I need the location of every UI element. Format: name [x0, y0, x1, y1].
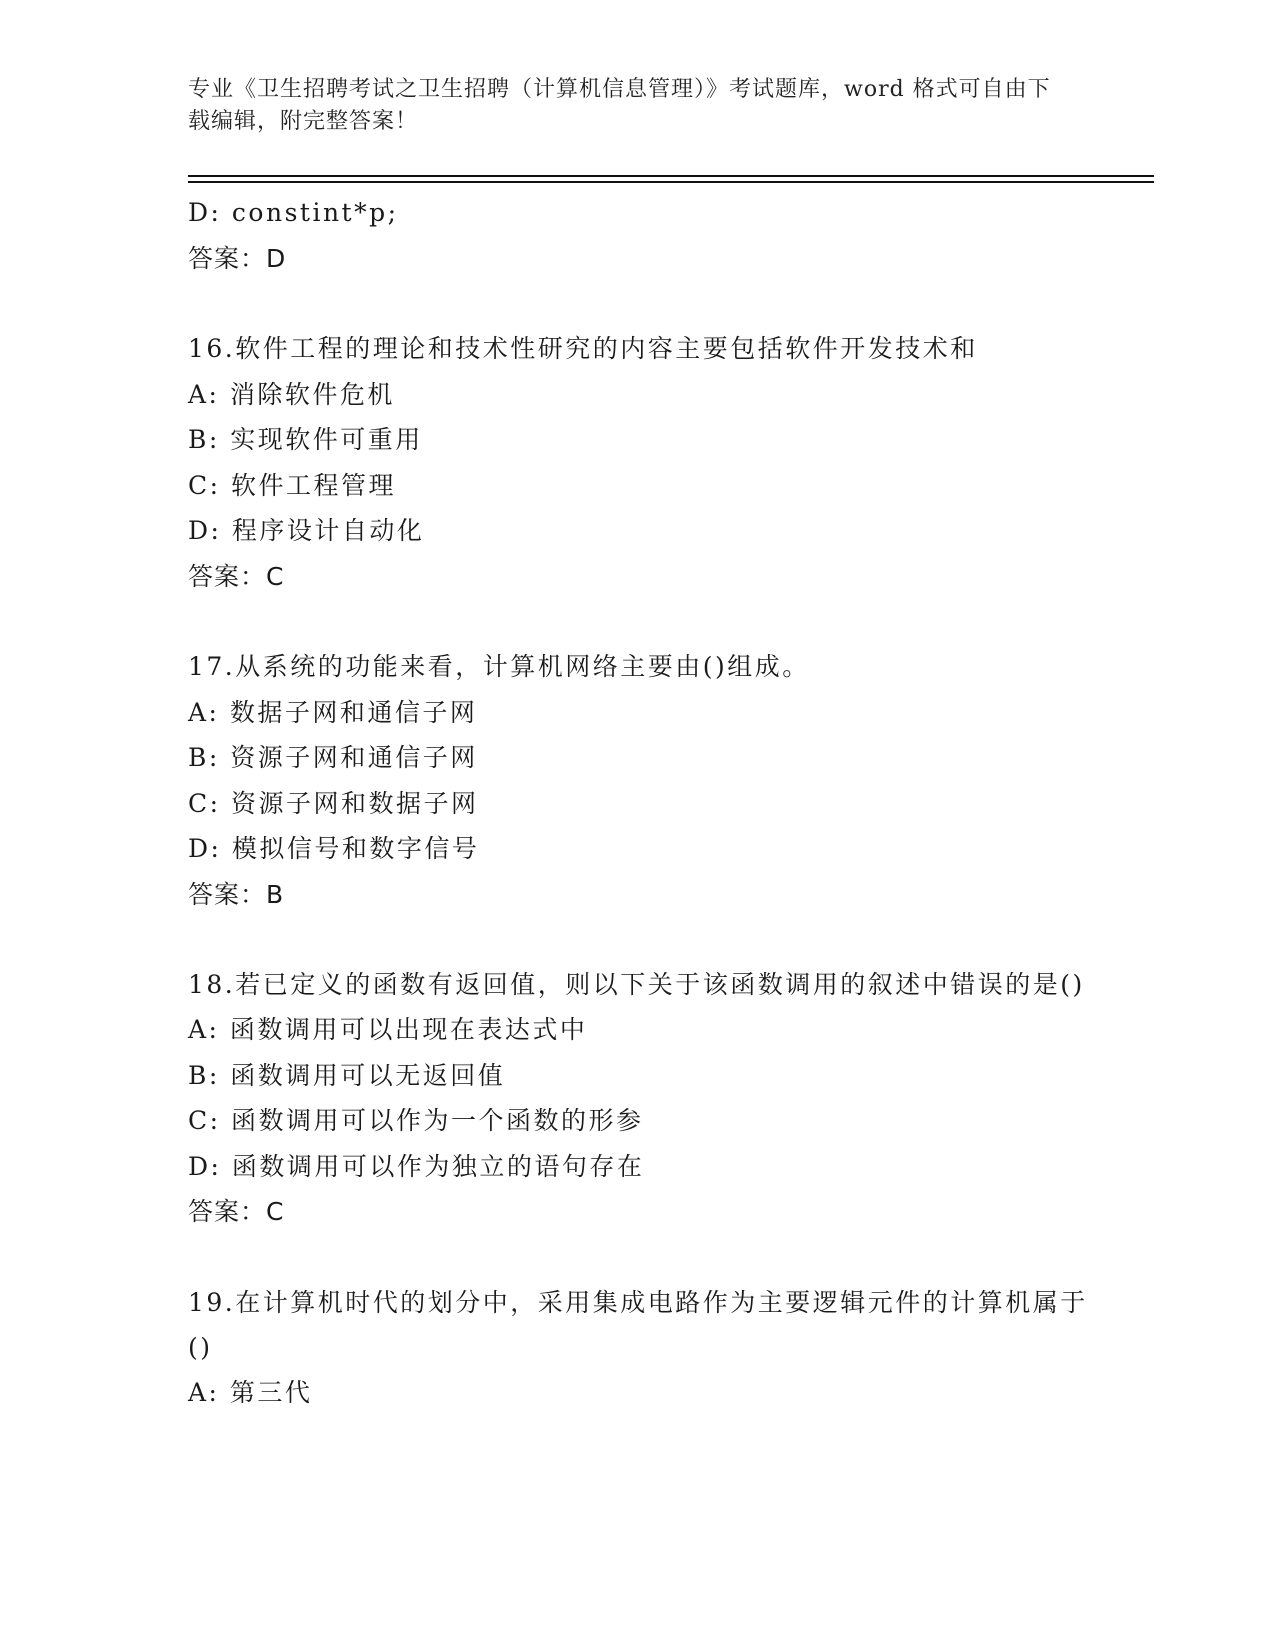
option-b: B: 资源子网和通信子网: [188, 743, 478, 772]
option-b: B: 函数调用可以无返回值: [188, 1060, 506, 1090]
question-19: [188, 1280, 1088, 1416]
spacer: [188, 1235, 1088, 1280]
option-a: A: 第三代: [188, 1377, 313, 1407]
question-16: [188, 326, 1088, 599]
question-stem: 17.从系统的功能来看，计算机网络主要由()组成。: [188, 652, 810, 681]
option-c: C: 函数调用可以作为一个函数的形参: [188, 1106, 644, 1135]
option-d: D: 模拟信号和数字信号: [188, 834, 480, 863]
answer-line: 答案：C: [188, 561, 285, 591]
question-stem: 18.若已定义的函数有返回值，则以下关于该函数调用的叙述中错误的是(): [188, 970, 1085, 999]
answer-line: 答案：B: [188, 879, 285, 909]
question-content: [188, 190, 1088, 1415]
option-b: B: 实现软件可重用: [188, 425, 423, 454]
page-header: 专业《卫生招聘考试之卫生招聘（计算机信息管理）》考试题库，word 格式可自由下载编辑，附完整答案！: [188, 77, 1051, 134]
answer-line: 答案：D: [188, 243, 287, 273]
header-rule-bottom: [188, 181, 1154, 183]
question-18: [188, 962, 1088, 1235]
question-stem: 16.软件工程的理论和技术性研究的内容主要包括软件开发技术和: [188, 334, 978, 363]
option-a: A: 数据子网和通信子网: [188, 697, 478, 727]
option-d: D: 程序设计自动化: [188, 516, 425, 545]
option-d: D: 函数调用可以作为独立的语句存在: [188, 1151, 645, 1181]
question-17: [188, 644, 1088, 917]
spacer: [188, 917, 1088, 962]
question-stem: 19.在计算机时代的划分中，采用集成电路作为主要逻辑元件的计算机属于(): [188, 1287, 1088, 1362]
option-a: A: 消除软件危机: [188, 379, 395, 409]
spacer: [188, 281, 1088, 326]
spacer: [188, 599, 1088, 644]
option-c: C: 资源子网和数据子网: [188, 788, 479, 818]
header-rule-top: [188, 175, 1154, 177]
option-a: A: 函数调用可以出现在表达式中: [188, 1015, 588, 1044]
option-d: D: constint*p;: [188, 198, 399, 227]
answer-line: 答案：C: [188, 1197, 285, 1226]
option-c: C: 软件工程管理: [188, 470, 396, 500]
